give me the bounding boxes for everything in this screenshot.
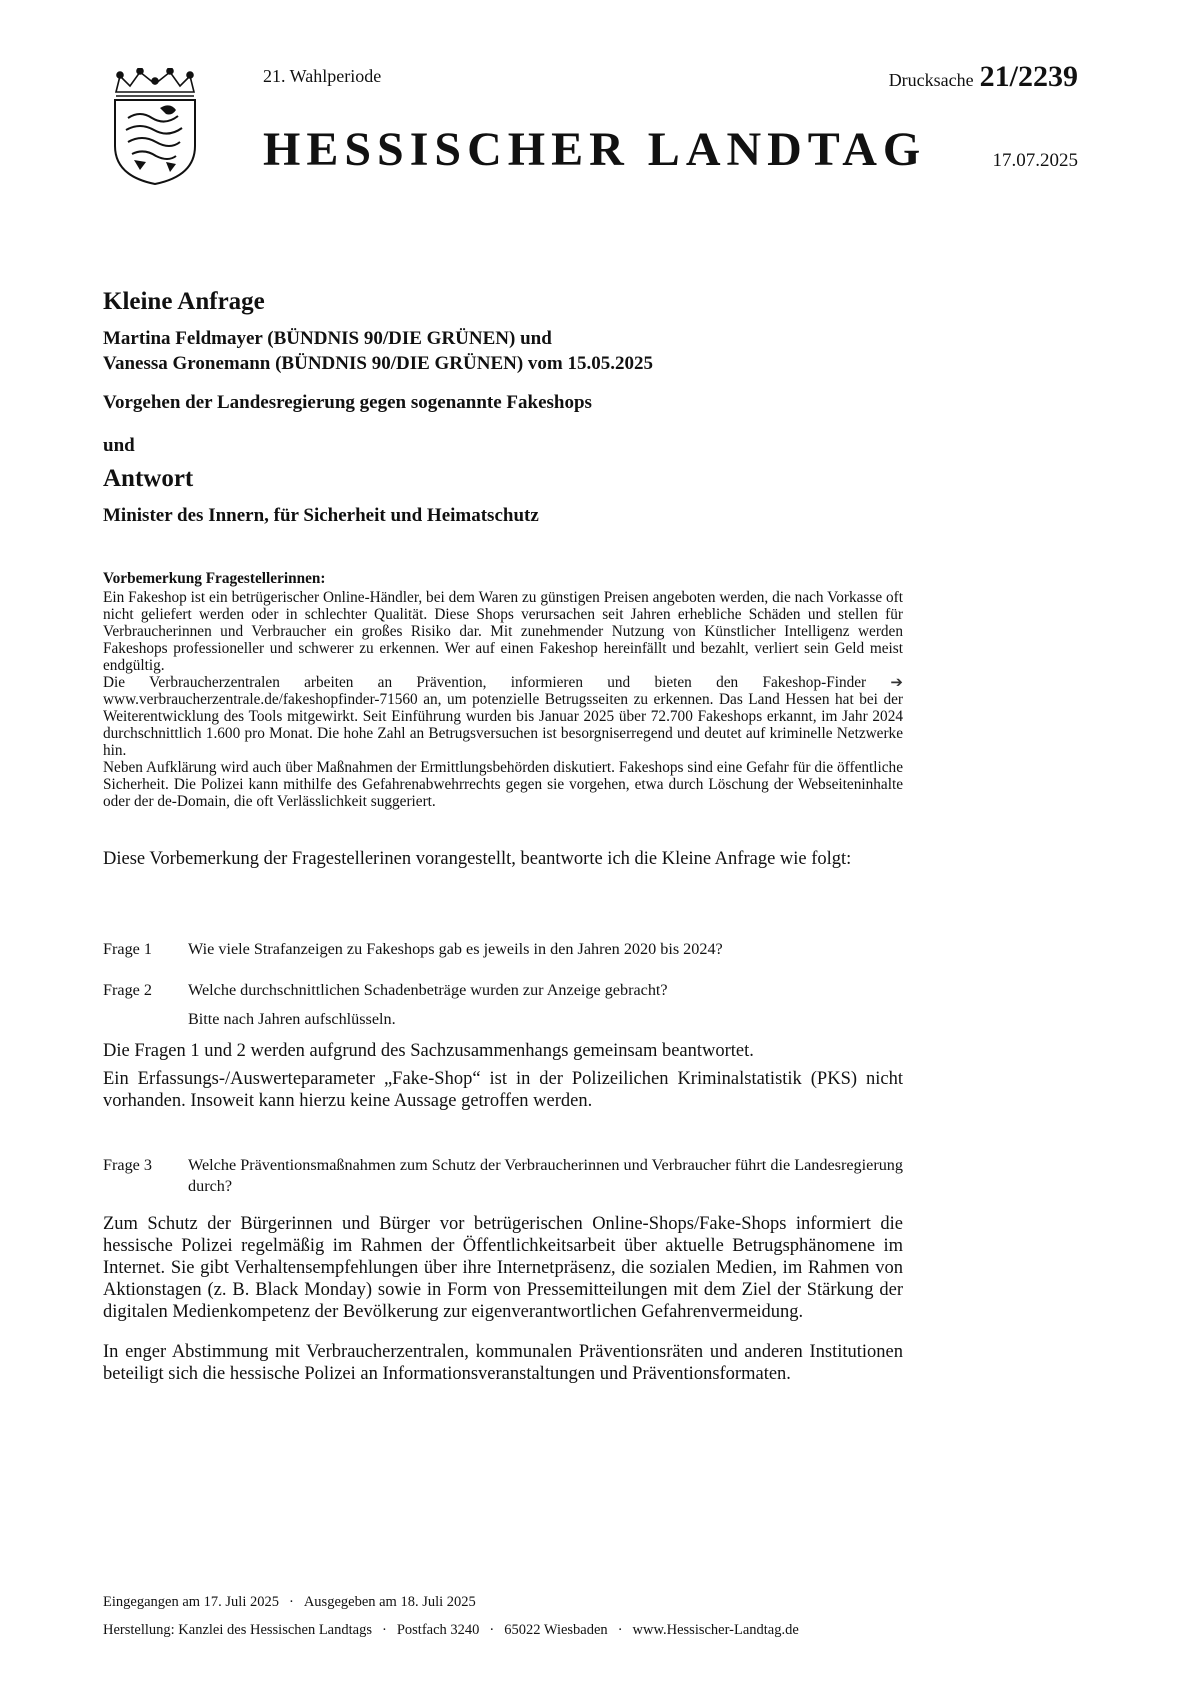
drucksache-number: 21/2239 xyxy=(979,60,1078,93)
answer-1-2 xyxy=(103,1040,903,1118)
website-link[interactable]: www.Hessischer-Landtag.de xyxy=(632,1622,799,1638)
production-note: Herstellung: Kanzlei des Hessischen Landtags xyxy=(103,1622,372,1638)
inquiry-subject: Vorgehen der Landesregierung gegen sogenannte Fakeshops xyxy=(103,392,592,413)
separator: · xyxy=(381,1622,387,1638)
drucksache-label: Drucksache xyxy=(888,70,974,90)
wahlperiode: 21. Wahlperiode xyxy=(263,66,382,86)
separator: · xyxy=(288,1594,294,1610)
question-text-line-2: Bitte nach Jahren aufschlüsseln. xyxy=(188,1010,396,1028)
question-label: Frage 3 xyxy=(103,1156,152,1174)
city: 65022 Wiesbaden xyxy=(504,1622,608,1638)
answer-paragraph: Zum Schutz der Bürgerinnen und Bürger vor betrügerischen Online-Shops/Fake-Shops informiert die hessische Polizei regelmäßig im Rahmen der Öffentlichkeitsarbeit über aktuelle Betrugsphänomene im Internet. Sie gibt Verhaltensempfehlungen über ihre Internetpräsenz, die sozialen Medien, im Rahmen von Aktionstagen (z. B. Black Monday) sowie in Form von Pressemitteilungen mit dem Ziel der Stärkung der digitalen Medienkompetenz der Bevölkerung zur eigenverantwortlichen Gefahrenvermeidung. xyxy=(103,1214,903,1322)
answer-paragraph: In enger Abstimmung mit Verbraucherzentralen, kommunalen Präventionsräten und anderen Institutionen beteiligt sich die hessische Polizei an Informationsveranstaltungen und Präventionsformaten. xyxy=(103,1342,903,1384)
inquiry-type: Kleine Anfrage xyxy=(103,288,265,315)
separator: · xyxy=(617,1622,623,1638)
minister: Minister des Innern, für Sicherheit und Heimatschutz xyxy=(103,505,539,526)
question-text: Welche Präventionsmaßnahmen zum Schutz der Verbraucherinnen und Verbraucher führt die Landesregierung durch? xyxy=(188,1156,903,1195)
preliminary-paragraph-1: Ein Fakeshop ist ein betrügerischer Online-Händler, bei dem Waren zu günstigen Preisen angeboten werden, die nach Vorkasse oft nicht geliefert werden oder in schlechter Qualität. Diese Shops verursachen seit Jahren erhebliche Schäden und stellen für Verbraucherinnen und Verbraucher ein großes Risiko dar. Mit zunehmender Nutzung von Künstlicher Intelligenz werden Fakeshops professioneller und schwerer zu erkennen. Wer auf einen Fakeshop hereinfällt und bezahlt, verliert sein Geld meist endgültig. xyxy=(103,589,903,674)
question-text-line-1: Welche durchschnittlichen Schadenbeträge wurden zur Anzeige gebracht? xyxy=(188,981,668,999)
preliminary-paragraph-2 xyxy=(103,674,903,759)
preliminary-remark xyxy=(103,570,903,810)
footer-line-2 xyxy=(103,1616,799,1644)
answer-3 xyxy=(103,1213,903,1403)
document-heading xyxy=(103,288,1003,528)
separator: · xyxy=(489,1622,495,1638)
intro-paragraph: Diese Vorbemerkung der Fragestellerinen vorangestellt, beantworte ich die Kleine Anfrage wie folgt: xyxy=(103,849,852,869)
received-date: Eingegangen am 17. Juli 2025 xyxy=(103,1594,279,1610)
answer-paragraph: Ein Erfassungs-/Auswerteparameter „Fake-Shop“ ist in der Polizeilichen Kriminalstatistik (PKS) nicht vorhanden. Insoweit kann hierzu keine Aussage getroffen werden. xyxy=(103,1069,903,1111)
question-1 xyxy=(103,939,903,960)
preliminary-paragraph-2-end: www.verbraucherzentrale.de/fakeshopfinder-71560 an, um potenzielle Betrugsseiten zu erkennen. Das Land Hessen hat bei der Weiterentwicklung des Tools mitgewirkt. Seit Einführung wurden bis Januar 2025 über 72.700 Fakeshops erkannt, im Jahr 2024 durchschnittlich 1.600 pro Monat. Die hohe Zahl an Betrugsversuchen ist besorgniserregend und deutet auf kriminelle Netzwerke hin. xyxy=(103,691,903,759)
question-2 xyxy=(103,980,903,1030)
question-label: Frage 1 xyxy=(103,940,152,958)
preliminary-paragraph-2-start: Die Verbraucherzentralen arbeiten an Prävention, informieren und bieten den Fakeshop-Finder xyxy=(103,674,867,691)
authors-line-2: Vanessa Gronemann (BÜNDNIS 90/DIE GRÜNEN) vom 15.05.2025 xyxy=(103,353,653,374)
question-3 xyxy=(103,1155,903,1197)
issued-date: Ausgegeben am 18. Juli 2025 xyxy=(303,1594,476,1610)
drucksache xyxy=(889,60,1078,94)
page-title: HESSISCHER LANDTAG xyxy=(263,123,927,176)
arrow-right-icon: ➔ xyxy=(890,673,903,691)
preliminary-paragraph-3: Neben Aufklärung wird auch über Maßnahmen der Ermittlungsbehörden diskutiert. Fakeshops sind eine Gefahr für die öffentliche Sicherheit. Die Polizei kann mithilfe des Gefahrenabwehrrechts gegen sie vorgehen, etwa durch Löschung der Webseiteninhalte oder der de-Domain, die oft Verlässlichkeit suggeriert. xyxy=(103,759,903,810)
footer-line-1 xyxy=(103,1588,799,1616)
postbox: Postfach 3240 xyxy=(396,1622,480,1638)
answer-heading: Antwort xyxy=(103,465,194,492)
und-label: und xyxy=(103,435,135,456)
question-text: Wie viele Strafanzeigen zu Fakeshops gab es jeweils in den Jahren 2020 bis 2024? xyxy=(188,940,723,958)
authors-line-1: Martina Feldmayer (BÜNDNIS 90/DIE GRÜNEN) und xyxy=(103,328,552,349)
answer-paragraph: Die Fragen 1 und 2 werden aufgrund des Sachzusammenhangs gemeinsam beantwortet. xyxy=(103,1041,754,1061)
question-label: Frage 2 xyxy=(103,981,152,999)
document-date: 17.07.2025 xyxy=(992,150,1078,171)
hessen-coat-of-arms-icon xyxy=(110,68,200,186)
question-text xyxy=(188,980,903,1030)
preliminary-title: Vorbemerkung Fragestellerinnen: xyxy=(103,570,326,587)
footer xyxy=(103,1588,799,1644)
